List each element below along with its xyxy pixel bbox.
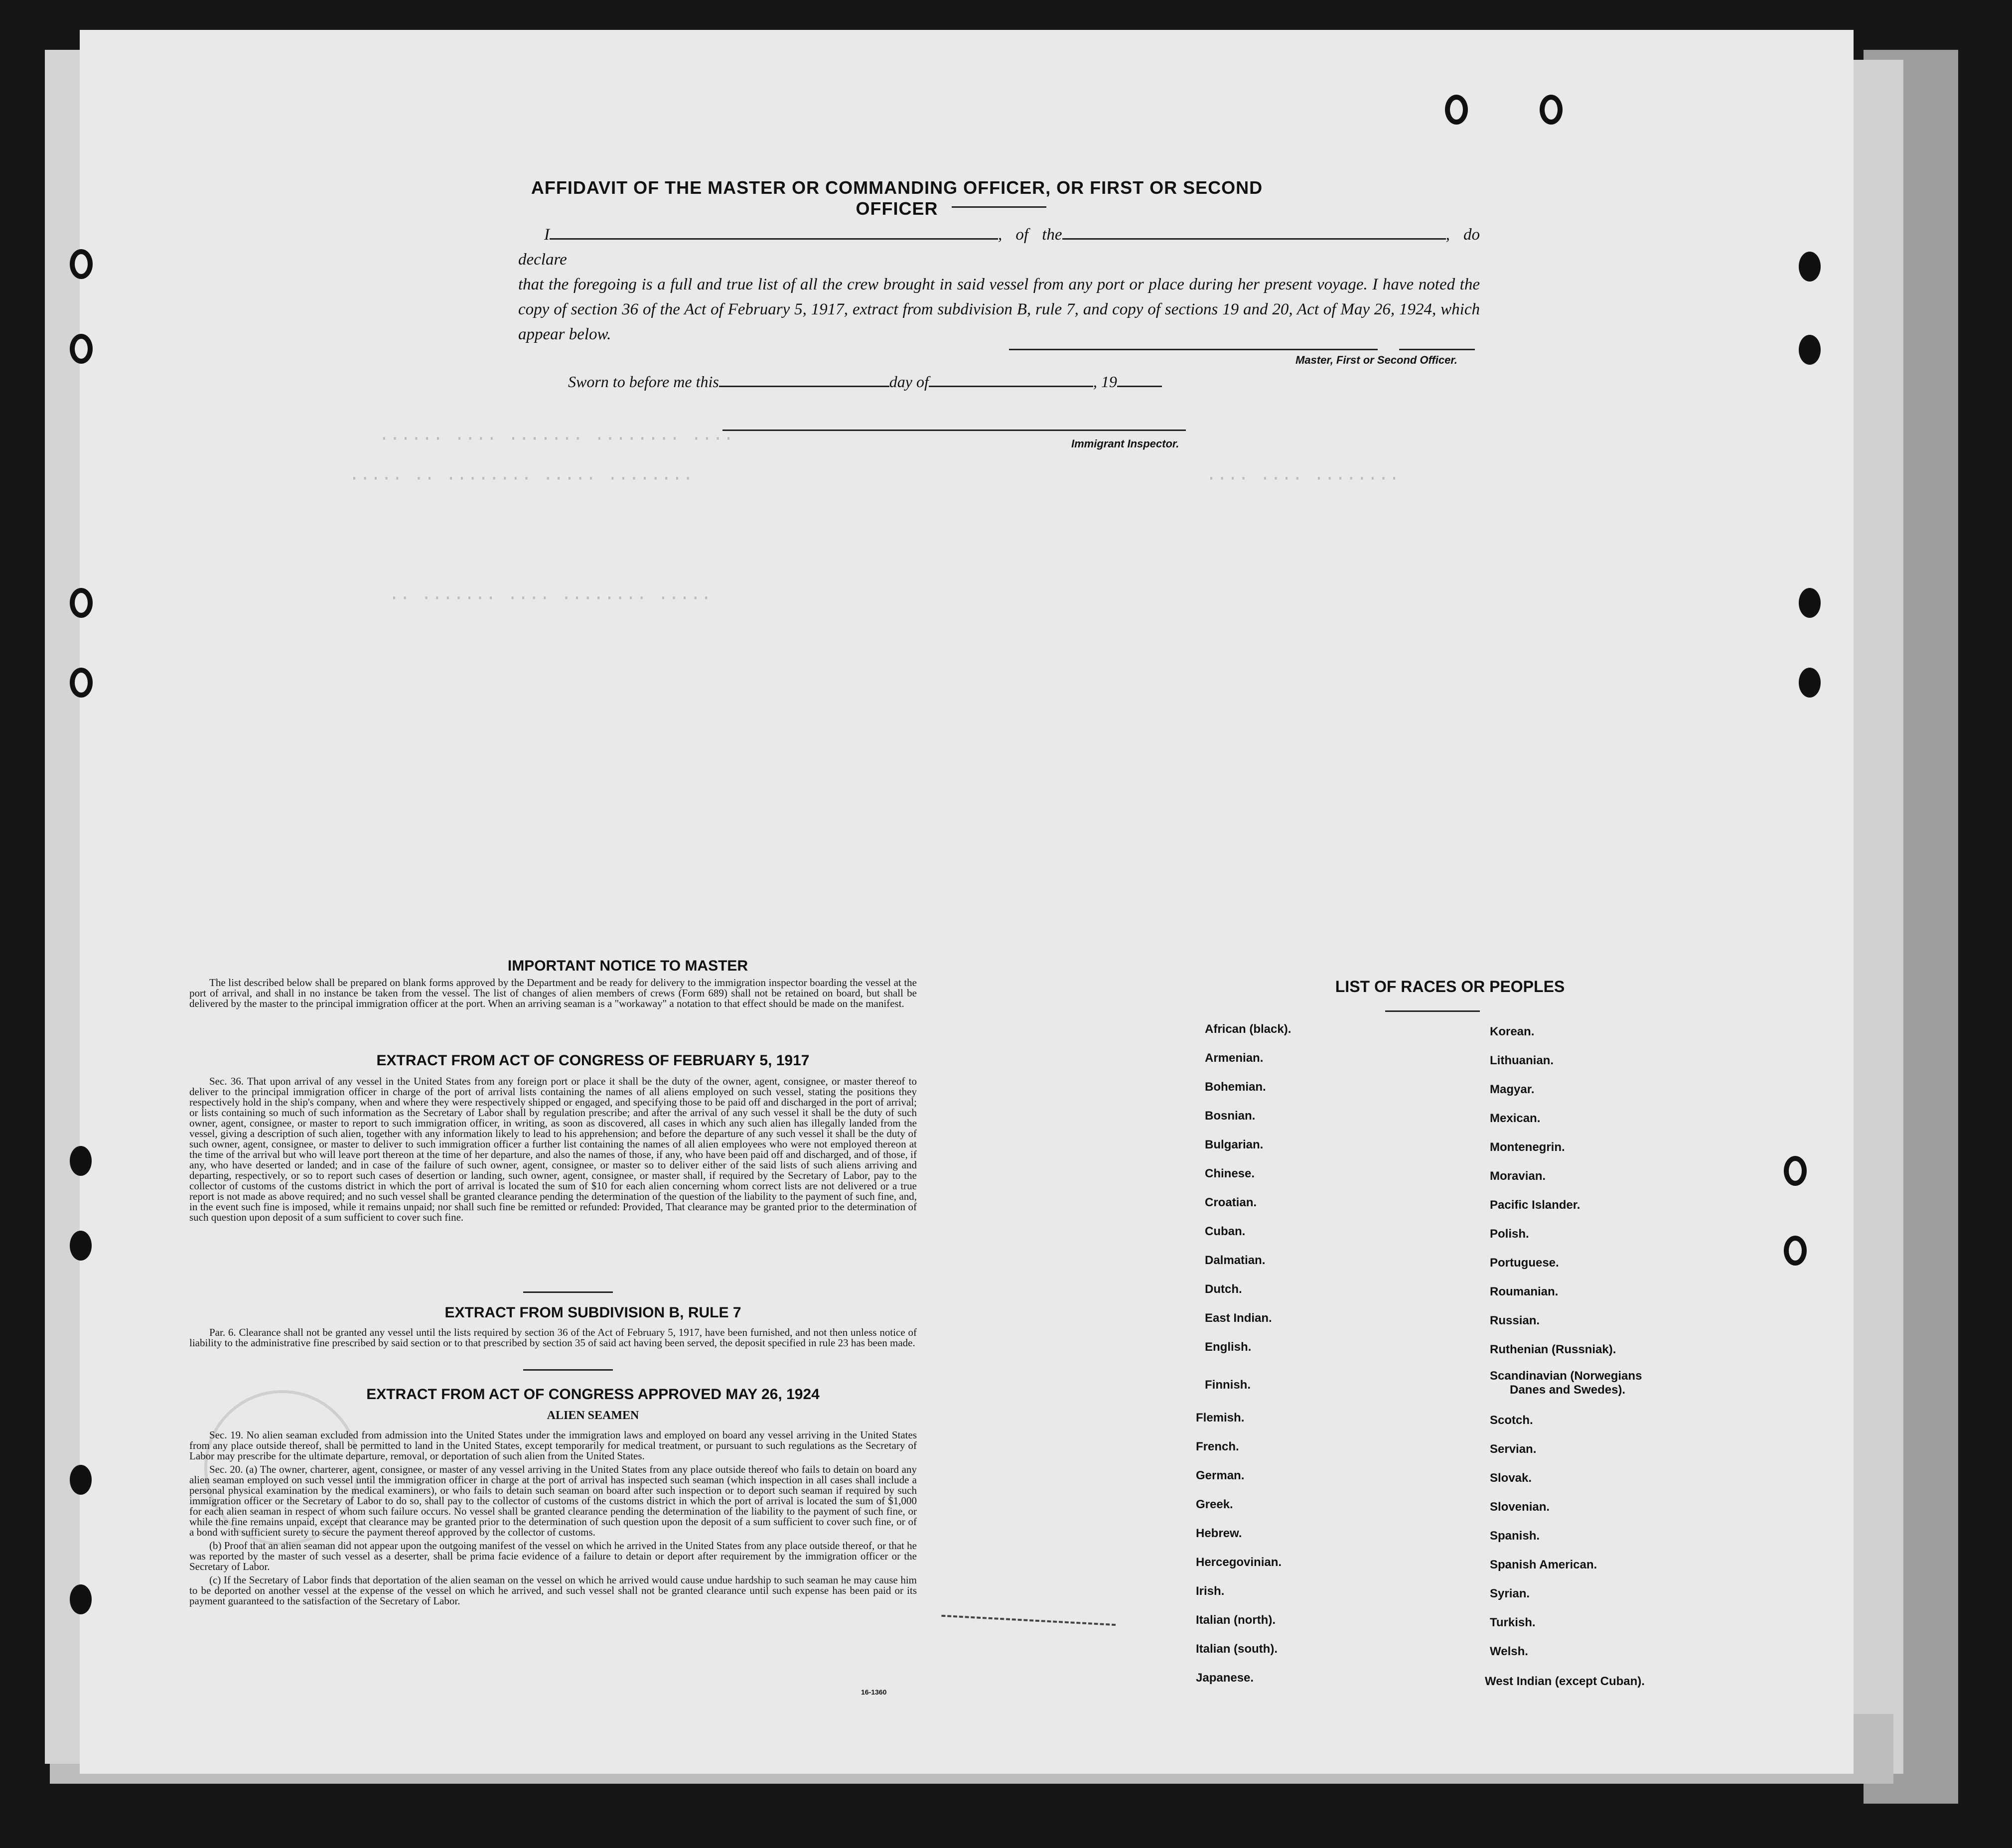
punch-hole <box>1799 252 1821 282</box>
race-item: Hebrew. <box>1196 1527 1242 1540</box>
race-item: Ruthenian (Russniak). <box>1490 1343 1616 1356</box>
race-item: Bulgarian. <box>1205 1138 1264 1151</box>
race-item: Dalmatian. <box>1205 1254 1266 1267</box>
race-item: Slovenian. <box>1490 1500 1550 1514</box>
sec-20c-paragraph: (c) If the Secretary of Labor finds that deportation of the alien seaman on the vessel on which he arrived would cause undue hardship to such seaman he may cause him to be deported on another vessel at the expense of the vessel on which he arrived, and such vessel shall not be granted clearance until such expense has been paid or its payment guaranteed to the satisfaction of the Secretary of Labor. <box>189 1574 917 1607</box>
punch-hole <box>1784 1236 1807 1266</box>
signature-label: Master, First or Second Officer. <box>1295 354 1457 366</box>
race-item: Bohemian. <box>1205 1080 1266 1094</box>
bleed-through-text: ········ ···· ···· <box>1206 468 1400 489</box>
race-item: Croatian. <box>1205 1196 1257 1209</box>
race-item: Cuban. <box>1205 1225 1246 1238</box>
race-item: Armenian. <box>1205 1051 1264 1065</box>
extract-1917-heading: EXTRACT FROM ACT OF CONGRESS OF FEBRUARY 5, 1917 <box>376 1052 810 1069</box>
affidavit-body <box>518 222 1480 347</box>
extract-1924-heading: EXTRACT FROM ACT OF CONGRESS APPROVED MAY 26, 1924 <box>366 1386 820 1403</box>
punch-hole <box>1799 668 1821 698</box>
alien-seamen-subheading: ALIEN SEAMEN <box>547 1409 639 1422</box>
vessel-name-field[interactable] <box>1062 225 1446 240</box>
race-item: English. <box>1205 1340 1252 1354</box>
race-item: Korean. <box>1490 1025 1535 1038</box>
races-title: LIST OF RACES OR PEOPLES <box>1335 978 1565 995</box>
punch-hole <box>1799 588 1821 618</box>
affidavit-do-declare: , do declare <box>518 226 1480 269</box>
race-item: German. <box>1196 1469 1245 1482</box>
race-item: Mexican. <box>1490 1112 1541 1125</box>
bleed-through-text: ········ ····· ········ ·· ····· <box>349 468 694 489</box>
race-item: Greek. <box>1196 1498 1233 1511</box>
race-item: Portuguese. <box>1490 1256 1559 1270</box>
race-item: Italian (south). <box>1196 1642 1278 1656</box>
race-item: Slovak. <box>1490 1471 1532 1485</box>
race-item: Russian. <box>1490 1314 1540 1327</box>
affidavit-of-the: , of the <box>998 226 1062 244</box>
race-item: Finnish. <box>1205 1378 1251 1392</box>
race-item: Dutch. <box>1205 1282 1242 1296</box>
race-item: Hercegovinian. <box>1196 1556 1282 1569</box>
race-item: Chinese. <box>1205 1167 1255 1180</box>
bleed-through-text: ···· ········ ······· ···· ······ <box>379 428 734 449</box>
affidavit-text: that the foregoing is a full and true list of all the crew brought in said vessel from any port or place during her present voyage. I have noted the copy of section 36 of the Act of February 5, 1917, extract from subdivision B, rule 7, and copy of sections 19 and 20, Act of May 26, 1924, which appear below. <box>518 276 1480 343</box>
inspector-signature-line[interactable] <box>722 429 1186 431</box>
punch-hole <box>70 588 93 618</box>
race-item: Flemish. <box>1196 1411 1245 1424</box>
race-item: Pacific Islander. <box>1490 1198 1581 1212</box>
par-6-paragraph: Par. 6. Clearance shall not be granted any vessel until the lists required by section 36 of the Act of February 5, 1917, have been furnished, and not then unless notice of liability to the administrative fine prescribed by said section or to that prescribed by section 35 of said act having been served, the deposit specified in rule 23 has been made. <box>189 1326 917 1349</box>
signature-line[interactable] <box>1009 349 1378 350</box>
sworn-date-field[interactable] <box>719 373 889 387</box>
extract-rule7-heading: EXTRACT FROM SUBDIVISION B, RULE 7 <box>444 1304 741 1321</box>
form-number: 16-1360 <box>861 1688 887 1696</box>
race-item: African (black). <box>1205 1022 1292 1036</box>
punch-hole <box>1540 95 1563 125</box>
race-item: Syrian. <box>1490 1587 1530 1600</box>
race-item: French. <box>1196 1440 1239 1453</box>
race-item: Spanish. <box>1490 1529 1540 1543</box>
race-item: Spanish American. <box>1490 1558 1597 1571</box>
notice-heading: IMPORTANT NOTICE TO MASTER <box>507 958 748 974</box>
affidavit-title: AFFIDAVIT OF THE MASTER OR COMMANDING OFFICER, OR FIRST OR SECOND OFFICER <box>531 177 1263 219</box>
race-item: Magyar. <box>1490 1083 1535 1096</box>
race-item: Servian. <box>1490 1442 1537 1456</box>
race-item: Bosnian. <box>1205 1109 1256 1123</box>
punch-hole <box>1445 95 1468 125</box>
extract-1924-text <box>189 1430 917 1609</box>
race-item: Danes and Swedes). <box>1510 1383 1626 1397</box>
punch-hole <box>70 1146 92 1176</box>
master-name-field[interactable] <box>550 225 998 240</box>
race-item: Roumanian. <box>1490 1285 1559 1298</box>
punch-hole <box>70 1465 92 1495</box>
affidavit-i: I <box>544 226 550 244</box>
race-item: Japanese. <box>1196 1671 1254 1685</box>
punch-hole <box>1784 1156 1807 1186</box>
race-item: East Indian. <box>1205 1311 1272 1325</box>
punch-hole <box>70 1231 92 1261</box>
sec-36-paragraph: Sec. 36. That upon arrival of any vessel in the United States from any foreign port or place it shall be the duty of the owner, agent, consignee, or master thereof to deliver to the principal immigration officer in charge of the port of arrival lists containing the names of all aliens employed on such vessel, stating the positions they respectively hold in the ship's company, when and where they were respectively shipped or engaged, and specifying those to be paid off and discharged in the port of arrival; or lists containing so much of such information as the Secretary of Labor shall by regulation prescribe; and after the arrival of any such vessel it shall be the duty of such owner, agent, consignee, or master to report to such immigration officer, in writing, as soon as discovered, all cases in which any such alien has illegally landed from the vessel, giving a description of such alien, together with any information likely to lead to his apprehension; and before the departure of any such vessel it shall be the duty of such owner, agent, consignee, or master to deliver to such immigration officer a further list containing the names of all alien employees who were not employed thereon at the time of the arrival but who will leave port thereon at the time of her departure, and also the names of those, if any, who have been paid off and discharged, and of those, if any, who have deserted or landed; and in case of the failure of such owner, agent, consignee, or master so to deliver either of the said lists of such aliens arriving and departing, respectively, or so to report such cases of desertion or landing, such owner, agent, consignee, or master shall, if required by the Secretary of Labor, pay to the collector of customs of the customs district in which the port of arrival is located the sum of $10 for each alien concerning whom correct lists are not delivered or a true report is not made as above required; and no such vessel shall be granted clearance pending the determination of the question of the liability to the payment of such fine, and, in the event such fine is imposed, while it remains unpaid; nor shall such fine be remitted or refunded: Provided, That clearance may be granted prior to the determination of such question upon deposit of a sum sufficient to cover such fine. <box>189 1075 917 1223</box>
sec-20b-paragraph: (b) Proof that an alien seaman did not appear upon the outgoing manifest of the vessel on which he arrived in the United States from any place outside thereof, or that he was reported by the master of such vessel as a deserter, shall be prima facie evidence of a failure to detain or deport after requirement by the immigration officer or the Secretary of Labor. <box>189 1540 917 1572</box>
race-item: West Indian (except Cuban). <box>1485 1675 1645 1688</box>
race-item: Scotch. <box>1490 1414 1533 1427</box>
notice-text <box>189 978 917 1012</box>
divider <box>952 206 1046 208</box>
punch-hole <box>70 668 93 698</box>
divider <box>523 1291 613 1293</box>
race-item: Turkish. <box>1490 1616 1536 1629</box>
sworn-day-of: day of <box>889 373 929 391</box>
race-item: Montenegrin. <box>1490 1140 1565 1154</box>
extract-1917-text <box>189 1076 917 1226</box>
punch-hole <box>1799 335 1821 365</box>
race-item: Welsh. <box>1490 1645 1528 1658</box>
divider <box>523 1369 613 1371</box>
punch-hole <box>70 1584 92 1614</box>
notice-paragraph: The list described below shall be prepared on blank forms approved by the Department and be ready for delivery to the immigration inspector boarding the vessel at the port of arrival, and shall in no instance be taken from the vessel. The list of changes of alien members of crews (Form 689) shall not be retained on board, but shall be delivered by the master to the principal immigration officer at the port. When an arriving seaman is a "workaway" a notation to that effect should be made on the manifest. <box>189 977 917 1009</box>
punch-hole <box>70 249 93 279</box>
sec-20a-paragraph: Sec. 20. (a) The owner, charterer, agent, consignee, or master of any vessel arriving in the United States from any place outside thereof who fails to detain on board any alien seaman employed on such vessel until the immigration officer in charge at the port of arrival has inspected such seaman (which inspection in all cases shall include a personal physical examination by the medical examiners), or who fails to detain such seaman on board after such inspection or to deport such seaman if required by such immigration officer or the Secretary of Labor to do so, shall pay to the collector of customs of the customs district in which the port of arrival is located the sum of $1,000 for each alien seaman in respect of whom such failure occurs. No vessel shall be granted clearance pending the determination of the liability to the payment of such fine, or while the fine remains unpaid, except that clearance may be granted prior to the determination of such question upon the deposit of a sum sufficient to cover such fine, or of a bond with sufficient surety to secure the payment thereof approved by the collector of customs. <box>189 1463 917 1538</box>
sec-19-paragraph: Sec. 19. No alien seaman excluded from admission into the United States under the immigration laws and employed on board any vessel arriving in the United States from any place outside thereof, shall be permitted to land in the United States, except temporarily for medical treatment, or pursuant to such regulations as the Secretary of Labor may prescribe for the ultimate departure, removal, or deportation of such alien from the United States. <box>189 1429 917 1462</box>
divider <box>1385 1010 1480 1012</box>
sworn-month-field[interactable] <box>929 373 1093 387</box>
race-item: Polish. <box>1490 1227 1529 1241</box>
race-item: Italian (north). <box>1196 1613 1276 1627</box>
inspector-label: Immigrant Inspector. <box>1071 437 1179 450</box>
race-item: Moravian. <box>1490 1169 1546 1183</box>
race-item: Scandinavian (Norwegians <box>1490 1369 1642 1383</box>
sworn-prefix: Sworn to before me this <box>568 373 719 391</box>
punch-hole <box>70 334 93 364</box>
signature-line[interactable] <box>1399 349 1475 350</box>
race-item: Lithuanian. <box>1490 1054 1554 1067</box>
race-item: Irish. <box>1196 1584 1225 1598</box>
affidavit-first-line <box>518 222 1480 272</box>
sworn-year-field[interactable] <box>1117 373 1162 387</box>
bleed-through-text: ····· ········ ···· ······· ·· <box>389 588 712 608</box>
sworn-line <box>568 373 1162 391</box>
sworn-year: , 19 <box>1093 373 1117 391</box>
extract-rule7-text <box>189 1327 917 1351</box>
